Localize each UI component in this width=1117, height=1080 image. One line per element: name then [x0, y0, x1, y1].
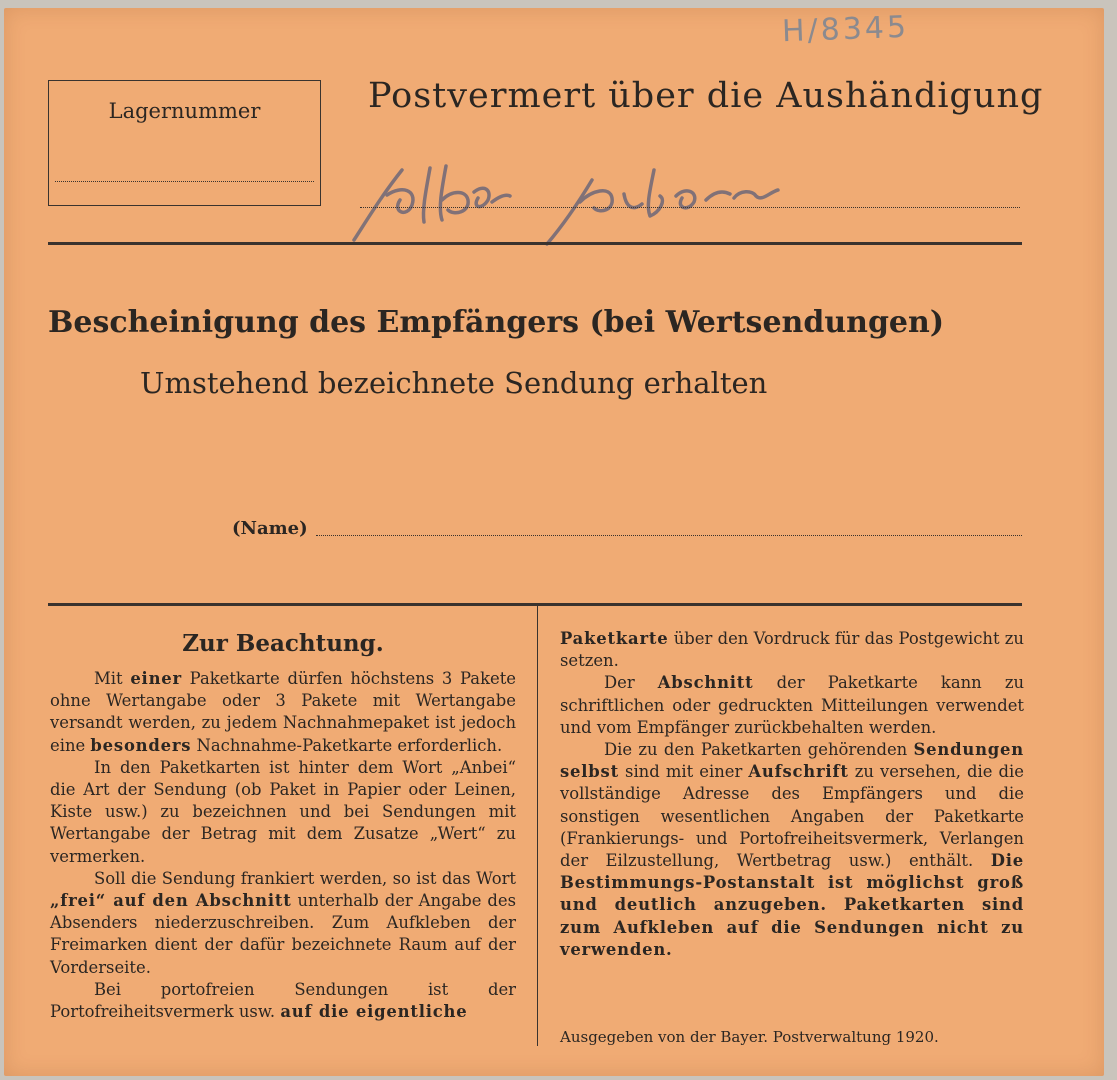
notice-column-divider [537, 606, 538, 1046]
middle-section-divider [48, 603, 1022, 606]
storage-number-box [48, 80, 321, 206]
pencil-reference-number: H/8345 [781, 9, 910, 50]
issued-by-footer: Ausgegeben von der Bayer. Postverwaltung 1920. [560, 1028, 939, 1046]
delivery-signature-line [360, 207, 1020, 208]
name-signature-line [316, 535, 1022, 536]
notice-right-column [560, 628, 1024, 961]
storage-number-label: Lagernummer [108, 99, 261, 123]
recipient-certificate-title: Bescheinigung des Empfängers (bei Wertsendungen) [48, 305, 945, 340]
top-section-divider [48, 242, 1022, 245]
notice-paragraph: In den Paketkarten ist hinter dem Wort „Anbei“ die Art der Sendung (ob Paket in Papier oder Leinen, Kiste usw.) zu bezeichnen und bei Sendungen mit Wertangabe der Betrag mit dem Zusatze „Wert“ zu vermerken. [50, 757, 516, 866]
handwritten-signature [342, 140, 802, 250]
notice-paragraph: Die zu den Paketkarten gehörenden Sendungen selbst sind mit einer Aufschrift zu versehen, die die vollständige Adresse des Empfängers und die sonstigen wesentlichen Angaben der Paketkarte (Frankierungs- und Portofreiheitsvermerk, Verlangen der Eilzustellung, Wertbetrag usw.) enthält. Die Bestimmungs-Postanstalt ist möglichst groß und deutlich anzugeben. Paketkarten sind zum Aufkleben auf die Sendungen nicht zu verwenden. [560, 740, 1024, 959]
notice-paragraph: Bei portofreien Sendungen ist der Portofreiheitsvermerk usw. auf die eigentliche [50, 979, 516, 1022]
notice-left-column [50, 668, 516, 1023]
name-label: (Name) [232, 518, 308, 539]
notice-paragraph: Soll die Sendung frankiert werden, so ist das Wort „frei“ auf den Abschnitt unterhalb der Angabe des Absenders niederzuschreiben. Zum Aufkleben der Freimarken dient der dafür bezeichnete Raum auf der Vorderseite. [50, 868, 516, 977]
delivery-note-title: Postvermert über die Aushändigung [368, 76, 1044, 116]
recipient-certificate-subtitle: Umstehend bezeichnete Sendung erhalten [140, 366, 768, 400]
notice-paragraph: Mit einer Paketkarte dürfen höchstens 3 Pakete ohne Wertangabe oder 3 Pakete mit Wertangabe versandt werden, zu jedem Nachnahmepaket ist jedoch eine besonders Nachnahme-Paketkarte erforderlich. [50, 669, 516, 755]
notice-heading: Zur Beachtung. [182, 630, 384, 657]
notice-paragraph: Paketkarte über den Vordruck für das Postgewicht zu setzen. [560, 629, 1024, 671]
storage-number-line [55, 181, 314, 182]
notice-paragraph: Der Abschnitt der Paketkarte kann zu schriftlichen oder gedruckten Mitteilungen verwendet und vom Empfänger zurückbehalten werden. [560, 673, 1025, 737]
